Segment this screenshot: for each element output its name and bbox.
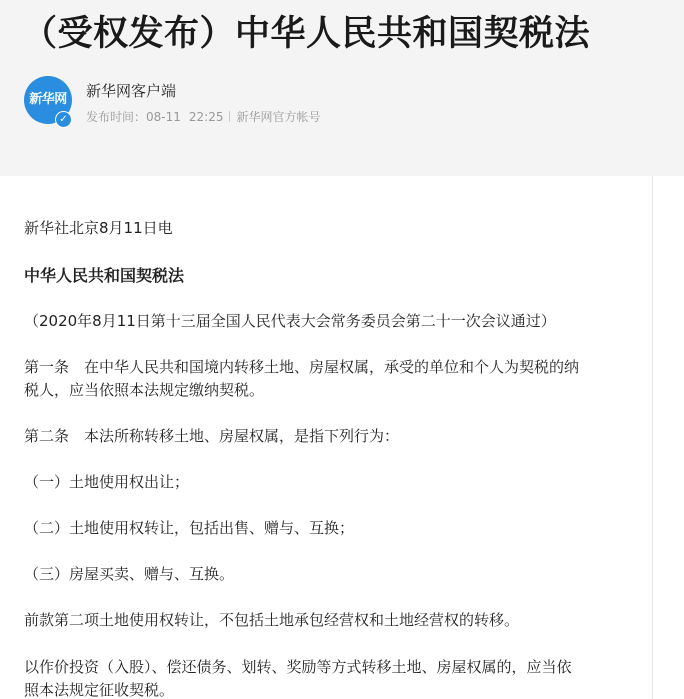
meta-divider xyxy=(229,111,230,122)
publish-time: 22:25 xyxy=(188,110,224,124)
publish-label: 发布时间：08-11 xyxy=(86,110,181,124)
author-name[interactable]: 新华网客户端 xyxy=(86,82,177,100)
verified-icon: ✓ xyxy=(55,111,72,128)
list-item-2: （二）土地使用权转让，包括出售、赠与、互换； xyxy=(24,519,355,537)
article-1-line-2: 税人，应当依照本法规定缴纳契税。 xyxy=(24,381,265,399)
paragraph-last-line-2: 照本法规定征收契税。 xyxy=(24,681,175,699)
adoption-note: （2020年8月11日第十三届全国人民代表大会常务委员会第二十一次会议通过） xyxy=(24,312,556,330)
paragraph-last-line-1: 以作价投资（入股）、偿还债务、划转、奖励等方式转移土地、房屋权属的，应当依 xyxy=(24,658,572,676)
content-divider xyxy=(652,176,653,699)
article-meta xyxy=(86,108,320,125)
avatar-logo-text: 新华网 xyxy=(29,92,67,107)
article-header xyxy=(0,0,684,176)
article-2: 第二条 本法所称转移土地、房屋权属，是指下列行为： xyxy=(24,427,400,445)
account-type: 新华网官方帐号 xyxy=(236,110,321,124)
article-title: （受权发布）中华人民共和国契税法 xyxy=(22,14,591,54)
list-item-1: （一）土地使用权出让； xyxy=(24,473,190,491)
article-1-line-1: 第一条 在中华人民共和国境内转移土地、房屋权属，承受的单位和个人为契税的纳 xyxy=(24,358,580,376)
paragraph-exclusion: 前款第二项土地使用权转让，不包括土地承包经营权和土地经营权的转移。 xyxy=(24,611,520,629)
law-title: 中华人民共和国契税法 xyxy=(24,266,185,285)
list-item-3: （三）房屋买卖、赠与、互换。 xyxy=(24,565,235,583)
dateline: 新华社北京8月11日电 xyxy=(24,219,173,237)
